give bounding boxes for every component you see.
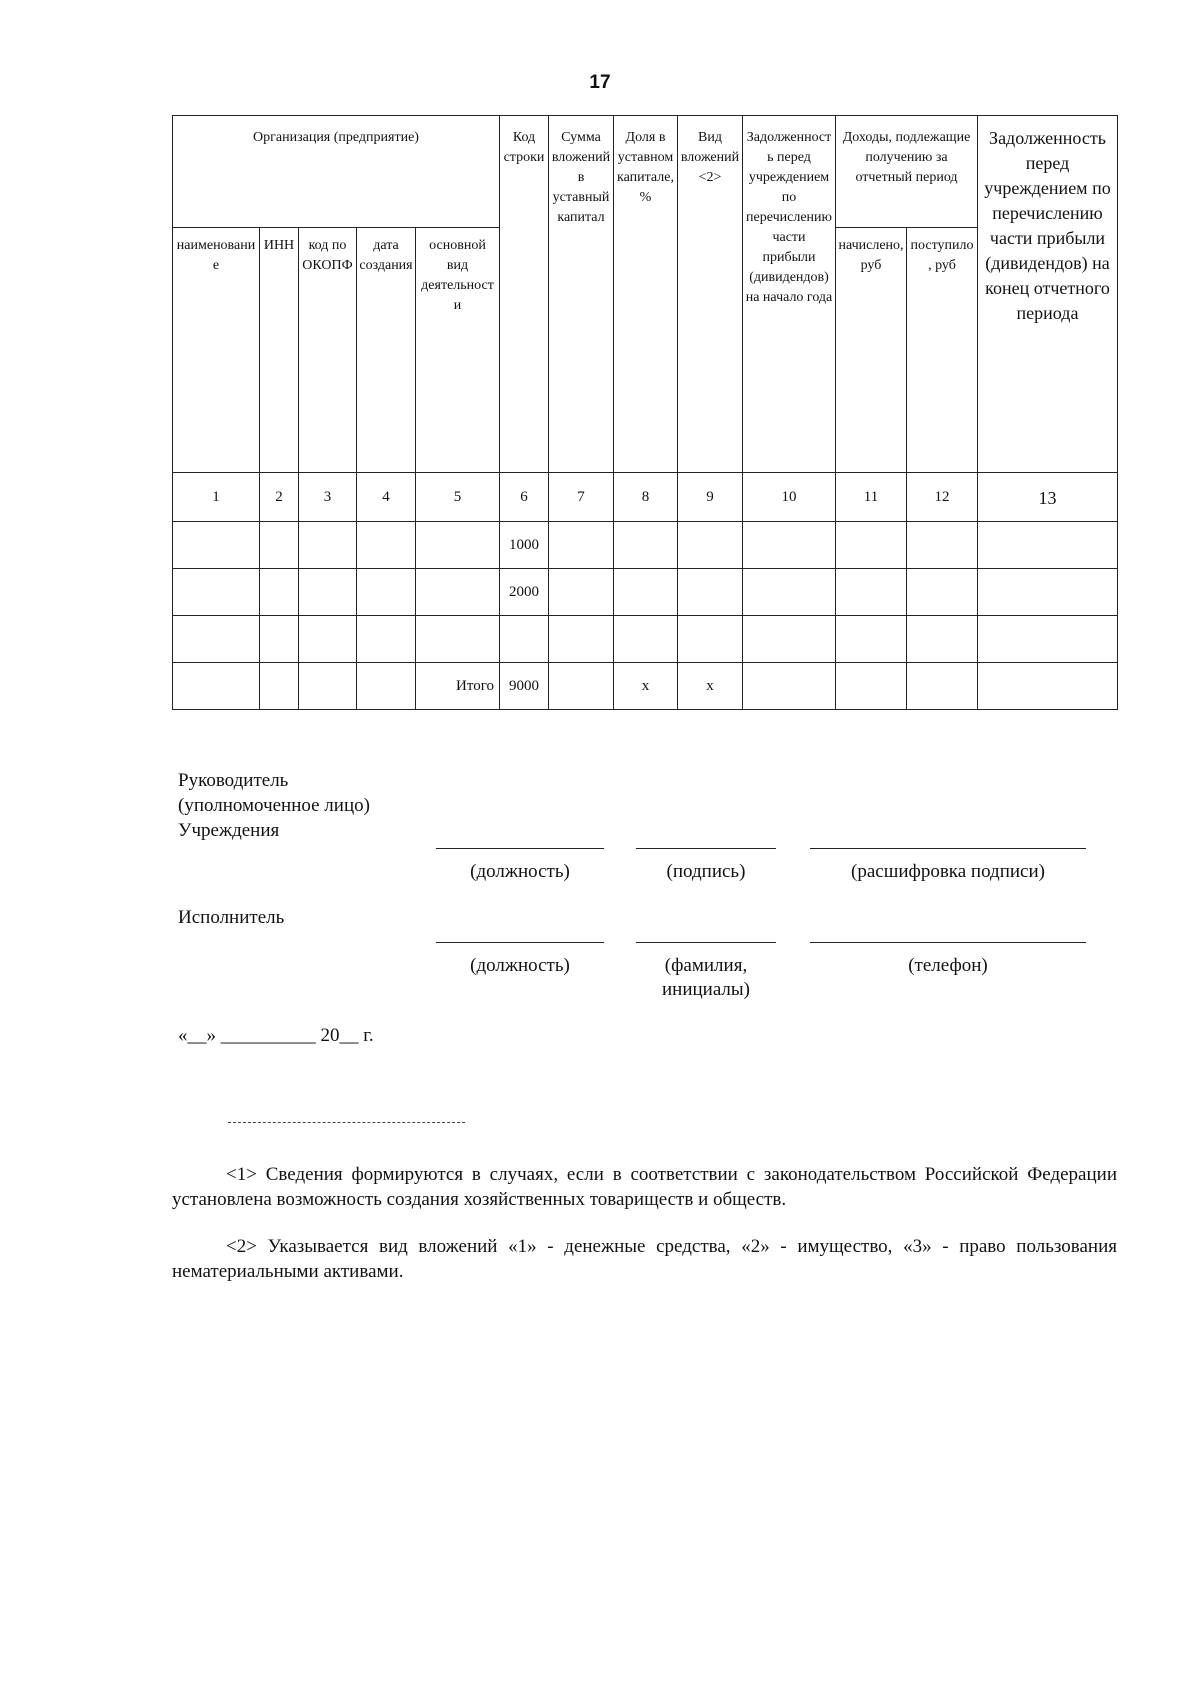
row-code: [500, 616, 549, 663]
table-row: [173, 569, 1118, 616]
head-signature-caption: (подпись): [666, 861, 746, 882]
col-number: 10: [743, 473, 836, 522]
header-inn: ИНН: [260, 228, 299, 473]
page-number: 17: [589, 72, 611, 93]
col-number: 7: [549, 473, 614, 522]
header-activity: основной вид деятельности: [416, 228, 500, 473]
row-code: 1000: [500, 522, 549, 569]
header-investment-type: Вид вложений <2>: [678, 116, 743, 473]
total-type: x: [678, 663, 743, 710]
head-position-caption: (должность): [470, 861, 570, 882]
date-field[interactable]: «__» __________ 20__ г.: [178, 1025, 374, 1046]
table-row: [173, 616, 1118, 663]
col-number: 1: [173, 473, 260, 522]
head-decoding-caption: (расшифровка подписи): [851, 861, 1045, 882]
header-line-code: Код строки: [500, 116, 549, 473]
header-creation-date: дата создания: [357, 228, 416, 473]
row-code: 2000: [500, 569, 549, 616]
executor-phone-caption: (телефон): [908, 955, 988, 976]
col-number: 12: [907, 473, 978, 522]
executor-position-line[interactable]: [436, 942, 604, 943]
col-number: 8: [614, 473, 678, 522]
header-okopf: код по ОКОПФ: [299, 228, 357, 473]
executor-name-line[interactable]: [636, 942, 776, 943]
executor-phone-line[interactable]: [810, 942, 1086, 943]
head-decoding-line[interactable]: [810, 848, 1086, 849]
col-number: 6: [500, 473, 549, 522]
header-debt-start: Задолженность перед учреждением по перечислению части прибыли (дивидендов) на начало года: [743, 116, 836, 473]
total-share: x: [614, 663, 678, 710]
header-capital-share: Доля в уставном капитале, %: [614, 116, 678, 473]
header-debt-end: Задолженность перед учреждением по перечислению части прибыли (дивидендов) на конец отчетного периода: [978, 116, 1118, 473]
footnote-1: <1> Сведения формируются в случаях, если в соответствии с законодательством Российской Федерации установлена возможность создания хозяйственных товариществ и обществ.: [172, 1164, 1117, 1210]
table-row: [173, 522, 1118, 569]
col-number: 4: [357, 473, 416, 522]
report-table: [172, 115, 1118, 710]
header-investment-sum: Сумма вложений в уставный капитал: [549, 116, 614, 473]
col-number: 11: [836, 473, 907, 522]
col-number: 9: [678, 473, 743, 522]
footnote-2: <2> Указывается вид вложений «1» - денежные средства, «2» - имущество, «3» - право пользования нематериальными активами.: [172, 1236, 1117, 1282]
col-number: 3: [299, 473, 357, 522]
total-row: [173, 663, 1118, 710]
header-name: наименование: [173, 228, 260, 473]
col-number: 13: [978, 473, 1118, 522]
header-income: Доходы, подлежащие получению за отчетный период: [836, 116, 978, 228]
total-label: Итого: [416, 663, 500, 710]
header-received: поступило, руб: [907, 228, 978, 473]
head-signature-line[interactable]: [636, 848, 776, 849]
col-number: 2: [260, 473, 299, 522]
head-position-line[interactable]: [436, 848, 604, 849]
column-numbers-row: [173, 473, 1118, 522]
header-organization: Организация (предприятие): [173, 116, 500, 228]
col-number: 5: [416, 473, 500, 522]
executor-label: Исполнитель: [178, 907, 285, 928]
executor-name-caption: (фамилия, инициалы): [661, 955, 750, 1000]
header-accrued: начислено, руб: [836, 228, 907, 473]
head-label: Руководитель (уполномоченное лицо) Учреждения: [178, 770, 370, 841]
executor-position-caption: (должность): [470, 955, 570, 976]
footnote-separator: [228, 1122, 465, 1123]
total-code: 9000: [500, 663, 549, 710]
